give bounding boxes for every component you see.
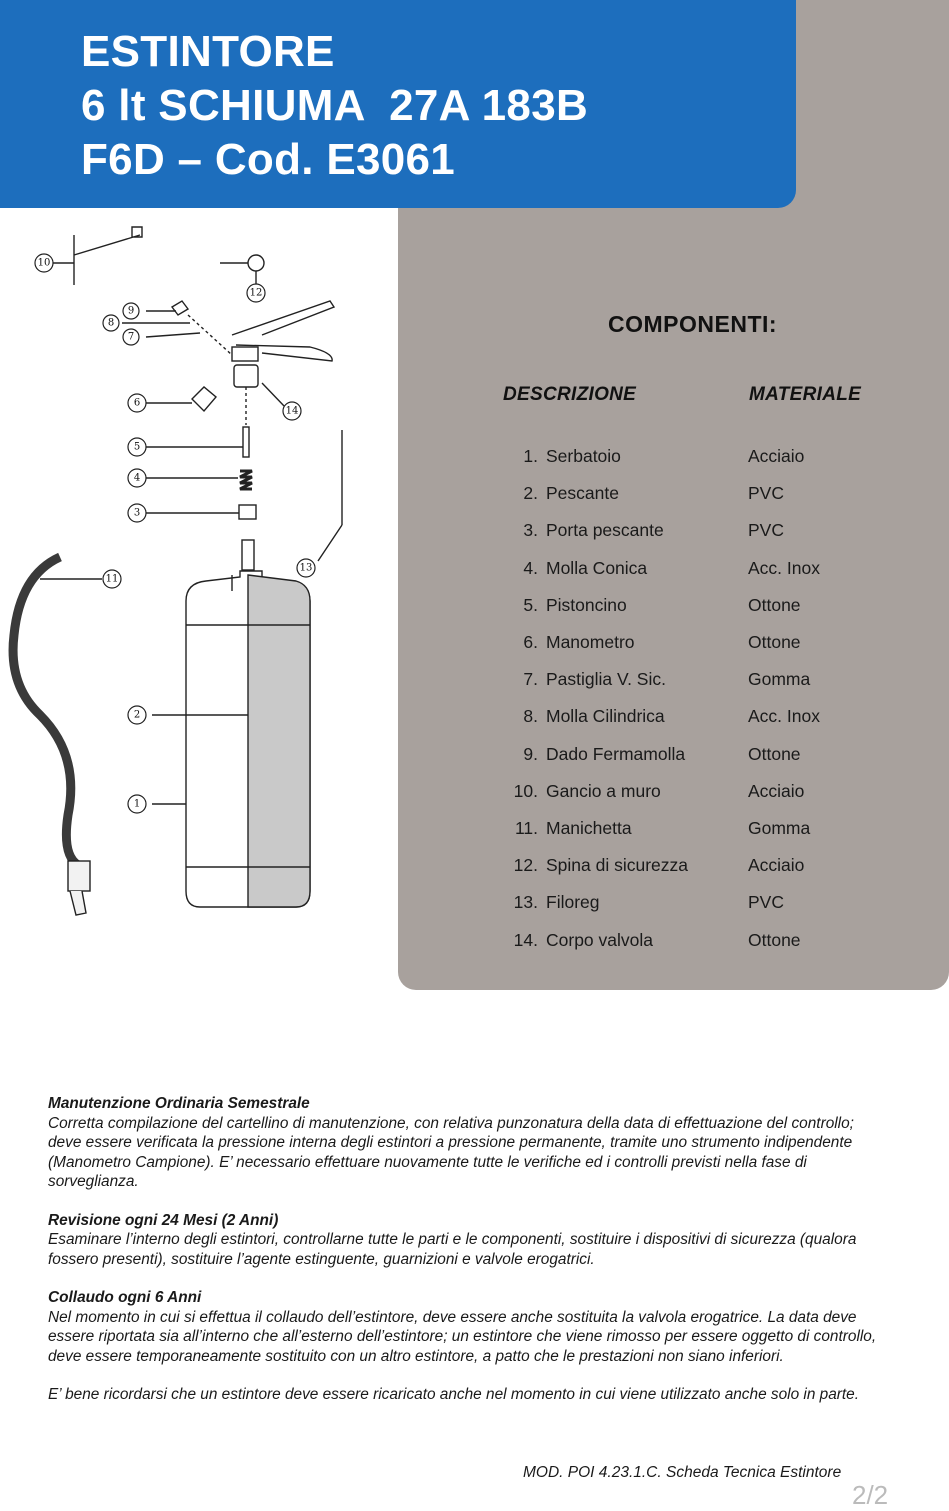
component-material: Acc. Inox <box>748 706 820 727</box>
callout-label-4: 4 <box>133 472 141 484</box>
component-row <box>0 483 949 507</box>
component-description: Porta pescante <box>546 520 664 541</box>
component-number: 13. <box>513 892 538 913</box>
component-row <box>0 595 949 619</box>
component-row <box>0 781 949 805</box>
note-heading: Revisione ogni 24 Mesi (2 Anni) <box>48 1211 279 1229</box>
callout-label-3: 3 <box>133 507 141 519</box>
note-section <box>48 1288 888 1366</box>
callout-label-14: 14 <box>285 405 299 417</box>
component-description: Pescante <box>546 483 619 504</box>
component-description: Serbatoio <box>546 446 621 466</box>
component-material: Ottone <box>748 743 801 764</box>
component-number: 8. <box>523 706 538 727</box>
component-number: 3. <box>523 520 538 541</box>
callout-label-1: 1 <box>133 798 141 810</box>
component-row <box>0 892 949 916</box>
note-section <box>48 1385 888 1405</box>
component-description: Dado Fermamolla <box>546 743 686 764</box>
component-row <box>0 706 949 730</box>
note-heading: Manutenzione Ordinaria Semestrale <box>48 1095 310 1112</box>
component-row <box>0 855 949 879</box>
title-line-3: F6D – Cod. E3061 <box>81 135 456 184</box>
note-body: Esaminare l’interno degli estintori, controllarne tutte le parti e le componenti, sostituire i dispositivi di sicurezza (qualora fossero presenti), sostituire l’agente estinguente, guarnizioni e valvole erogatrici. <box>48 1231 857 1268</box>
note-body: E’ bene ricordarsi che un estintore deve essere ricaricato anche nel momento in cui viene utilizzato anche solo in parte. <box>48 1386 860 1403</box>
component-description: Gancio a muro <box>546 780 661 801</box>
component-number: 1. <box>523 446 538 466</box>
component-material: Ottone <box>748 632 801 652</box>
callout-label-7: 7 <box>127 331 135 343</box>
component-number: 2. <box>523 483 538 504</box>
component-material: Ottone <box>748 929 801 950</box>
material-header: MATERIALE <box>749 384 862 405</box>
callout-label-6: 6 <box>133 397 141 409</box>
component-number: 9. <box>523 743 538 764</box>
note-heading: Collaudo ogni 6 Anni <box>48 1289 202 1306</box>
description-header: DESCRIZIONE <box>503 384 637 405</box>
component-number: 14. <box>513 929 538 950</box>
component-number: 4. <box>523 557 538 578</box>
note-body: Nel momento in cui si effettua il collaudo dell’estintore, deve essere anche sostituita la valvola erogatrice. La data deve essere riportata sia all’interno che all’esterno dell’estintore; un estintore che viene rimosso per essere oggetto di controllo, deve essere temporaneamente sostituito con un altro estintore, a patto che le prestazioni non siano inferiori. <box>48 1308 877 1365</box>
component-material: Gomma <box>748 818 811 838</box>
component-description: Pistoncino <box>546 594 627 615</box>
callout-label-2: 2 <box>133 709 141 721</box>
page-number: 2/2 <box>852 1480 889 1510</box>
component-number: 11. <box>514 818 538 838</box>
callout-label-9: 9 <box>127 305 135 317</box>
title-line-1: ESTINTORE <box>81 27 335 76</box>
component-material: Acciaio <box>748 855 805 876</box>
title-line-2: 6 lt SCHIUMA 27A 183B <box>81 81 589 130</box>
component-row <box>0 669 949 693</box>
maintenance-notes <box>48 1094 888 1424</box>
component-material: Ottone <box>748 594 801 615</box>
callout-label-10: 10 <box>37 257 51 269</box>
component-row <box>0 818 949 842</box>
component-description: Molla Conica <box>546 557 648 578</box>
component-material: Gomma <box>748 669 811 690</box>
component-description: Pastiglia V. Sic. <box>546 669 666 690</box>
component-number: 5. <box>523 594 538 615</box>
component-row <box>0 558 949 582</box>
component-description: Manichetta <box>546 818 632 838</box>
component-description: Corpo valvola <box>546 929 653 950</box>
component-number: 12. <box>513 855 538 876</box>
callout-label-12: 12 <box>249 287 263 299</box>
component-material: PVC <box>748 892 784 913</box>
component-row <box>0 744 949 768</box>
callout-label-8: 8 <box>107 317 115 329</box>
component-material: Acc. Inox <box>748 557 820 578</box>
component-material: PVC <box>748 520 784 541</box>
component-material: PVC <box>748 483 784 504</box>
document-footer: MOD. POI 4.23.1.C. Scheda Tecnica Estintore <box>523 1464 842 1481</box>
component-material: Acciaio <box>748 446 805 466</box>
component-number: 10. <box>513 780 538 801</box>
note-section <box>48 1094 888 1192</box>
component-description: Manometro <box>546 632 635 652</box>
component-row <box>0 520 949 544</box>
callout-label-5: 5 <box>133 441 141 453</box>
components-title: COMPONENTI: <box>608 311 778 337</box>
note-section <box>48 1211 888 1270</box>
wall-hook-shape <box>74 227 142 285</box>
component-row <box>0 446 949 470</box>
note-body: Corretta compilazione del cartellino di manutenzione, con relativa punzonatura della data di effettuazione del controllo; deve essere verificata la pressione interna degli estintori a pressione permanente, tramite uno strumento indipendente (Manometro Campione). E’ necessario effettuare nuovamente tutte le verifiche ed i controlli previsti nella fase di sorveglianza. <box>48 1114 854 1190</box>
component-number: 7. <box>523 669 538 690</box>
component-row <box>0 632 949 656</box>
component-row <box>0 930 949 954</box>
component-description: Molla Cilindrica <box>546 706 665 727</box>
component-description: Filoreg <box>546 892 600 913</box>
callout-label-13: 13 <box>299 562 313 574</box>
callout-label-11: 11 <box>105 573 119 585</box>
component-material: Acciaio <box>748 780 805 801</box>
component-description: Spina di sicurezza <box>546 855 689 876</box>
title-banner <box>0 0 796 208</box>
component-number: 6. <box>523 632 538 652</box>
